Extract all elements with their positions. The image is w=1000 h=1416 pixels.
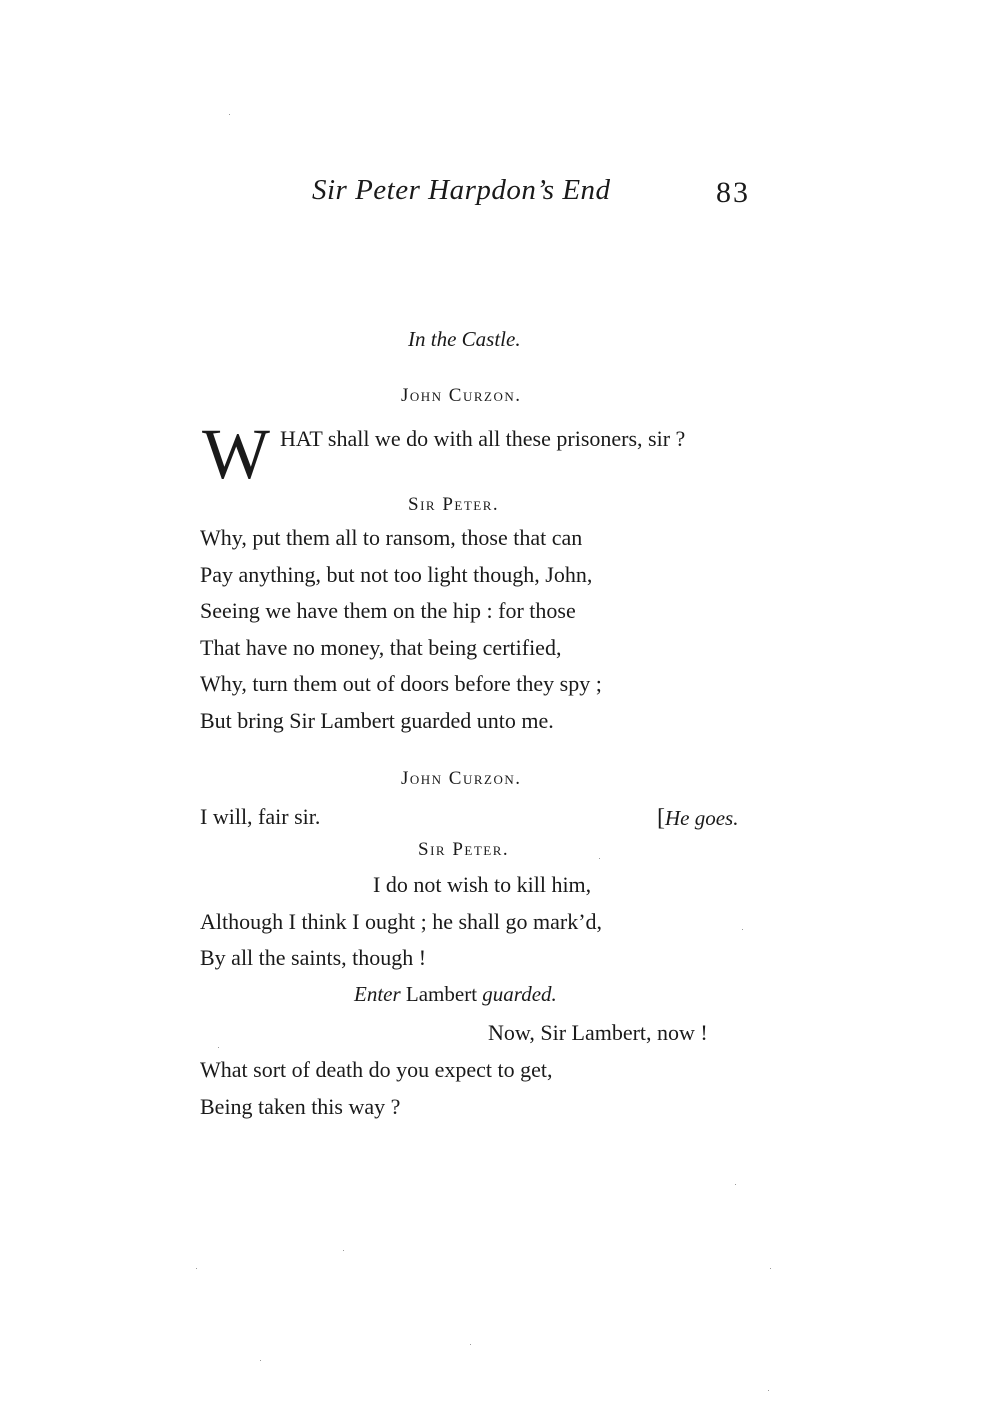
stage-direction-enter (354, 984, 557, 1005)
paper-speck (768, 1390, 769, 1391)
stage-direction (657, 806, 738, 830)
paper-speck (229, 114, 230, 115)
speaker-john-curzon: John Curzon. (401, 385, 522, 406)
verse-line: Pay anything, but not too light though, John, (200, 562, 593, 587)
stage-guarded-word: guarded. (482, 982, 557, 1006)
verse-line: Seeing we have them on the hip : for those (200, 598, 576, 623)
paper-speck (599, 858, 600, 859)
stage-enter-word: Enter (354, 982, 401, 1006)
paper-speck (260, 1360, 261, 1361)
paper-speck (218, 1047, 219, 1048)
verse-line: Why, turn them out of doors before they spy ; (200, 671, 602, 696)
paper-speck (343, 1250, 344, 1251)
speaker-sir-peter: Sir Peter. (408, 494, 500, 515)
verse-line: Why, put them all to ransom, those that can (200, 525, 583, 550)
speaker-john-curzon: John Curzon. (401, 768, 522, 789)
running-title: Sir Peter Harpdon’s End (312, 174, 611, 206)
stage-character-name: Lambert (405, 982, 478, 1006)
page-number: 83 (716, 176, 750, 209)
verse-line: I will, fair sir. (200, 804, 321, 829)
stage-direction-text: He goes. (665, 806, 739, 830)
verse-line: Being taken this way ? (200, 1094, 401, 1119)
verse-line: By all the saints, though ! (200, 945, 427, 970)
paper-speck (735, 1184, 736, 1185)
paper-speck (742, 929, 743, 930)
speaker-sir-peter: Sir Peter. (418, 839, 510, 860)
verse-line: What sort of death do you expect to get, (200, 1057, 553, 1082)
verse-line: That have no money, that being certified, (200, 635, 562, 660)
paper-speck (770, 1268, 771, 1269)
verse-line: I do not wish to kill him, (373, 872, 592, 897)
paper-speck (470, 1344, 471, 1345)
drop-capital: W (202, 414, 270, 494)
verse-line: Although I think I ought ; he shall go mark’d, (200, 909, 603, 934)
verse-line: Now, Sir Lambert, now ! (488, 1020, 708, 1045)
stage-bracket: [ (657, 805, 665, 831)
verse-line: HAT shall we do with all these prisoners, sir ? (280, 426, 686, 451)
verse-line: But bring Sir Lambert guarded unto me. (200, 708, 554, 733)
scene-heading: In the Castle. (408, 327, 521, 351)
paper-speck (196, 1268, 197, 1269)
